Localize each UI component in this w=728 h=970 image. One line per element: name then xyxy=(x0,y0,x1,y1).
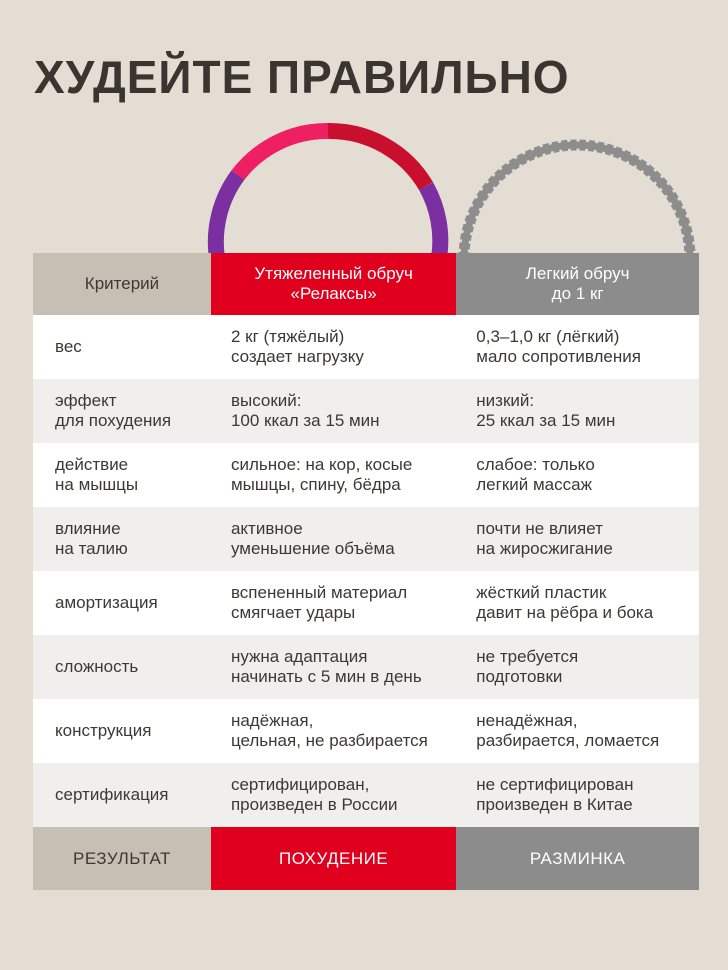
table-row xyxy=(33,763,699,827)
table-header-row xyxy=(33,253,699,315)
row-criterion: сложность xyxy=(33,635,211,699)
row-heavy-value: активное уменьшение объёма xyxy=(211,507,456,571)
table-row xyxy=(33,379,699,443)
row-light-value: не сертифицирован произведен в Китае xyxy=(456,763,699,827)
table-row xyxy=(33,443,699,507)
row-heavy-value: надёжная, цельная, не разбирается xyxy=(211,699,456,763)
row-light-value: 0,3–1,0 кг (лёгкий) мало сопротивления xyxy=(456,315,699,379)
row-light-value: не требуется подготовки xyxy=(456,635,699,699)
header-light-hoop: Легкий обруч до 1 кг xyxy=(456,253,699,315)
row-criterion: эффект для похудения xyxy=(33,379,211,443)
row-heavy-value: вспененный материал смягчает удары xyxy=(211,571,456,635)
row-heavy-value: сертифицирован, произведен в России xyxy=(211,763,456,827)
result-heavy-hoop: ПОХУДЕНИЕ xyxy=(211,827,456,890)
header-heavy-hoop: Утяжеленный обруч «Релаксы» xyxy=(211,253,456,315)
row-light-value: низкий: 25 ккал за 15 мин xyxy=(456,379,699,443)
row-heavy-value: 2 кг (тяжёлый) создает нагрузку xyxy=(211,315,456,379)
row-criterion: сертификация xyxy=(33,763,211,827)
row-criterion: влияние на талию xyxy=(33,507,211,571)
result-label: РЕЗУЛЬТАТ xyxy=(33,827,211,890)
table-row xyxy=(33,635,699,699)
comparison-table xyxy=(33,253,699,890)
row-criterion: действие на мышцы xyxy=(33,443,211,507)
light-hoop-icon xyxy=(464,145,690,258)
row-criterion: амортизация xyxy=(33,571,211,635)
result-light-hoop: РАЗМИНКА xyxy=(456,827,699,890)
row-heavy-value: высокий: 100 ккал за 15 мин xyxy=(211,379,456,443)
row-heavy-value: нужна адаптация начинать с 5 мин в день xyxy=(211,635,456,699)
heavy-hoop-icon xyxy=(216,131,440,258)
row-light-value: почти не влияет на жиросжигание xyxy=(456,507,699,571)
table-result-row xyxy=(33,827,699,890)
table-row xyxy=(33,699,699,763)
row-criterion: вес xyxy=(33,315,211,379)
row-light-value: слабое: только легкий массаж xyxy=(456,443,699,507)
table-row xyxy=(33,315,699,379)
table-row xyxy=(33,571,699,635)
row-criterion: конструкция xyxy=(33,699,211,763)
header-criterion: Критерий xyxy=(33,253,211,315)
page-title: ХУДЕЙТЕ ПРАВИЛЬНО xyxy=(34,51,570,103)
row-heavy-value: сильное: на кор, косые мышцы, спину, бёдра xyxy=(211,443,456,507)
row-light-value: ненадёжная, разбирается, ломается xyxy=(456,699,699,763)
row-light-value: жёсткий пластик давит на рёбра и бока xyxy=(456,571,699,635)
hoops-illustration xyxy=(0,0,728,260)
table-row xyxy=(33,507,699,571)
